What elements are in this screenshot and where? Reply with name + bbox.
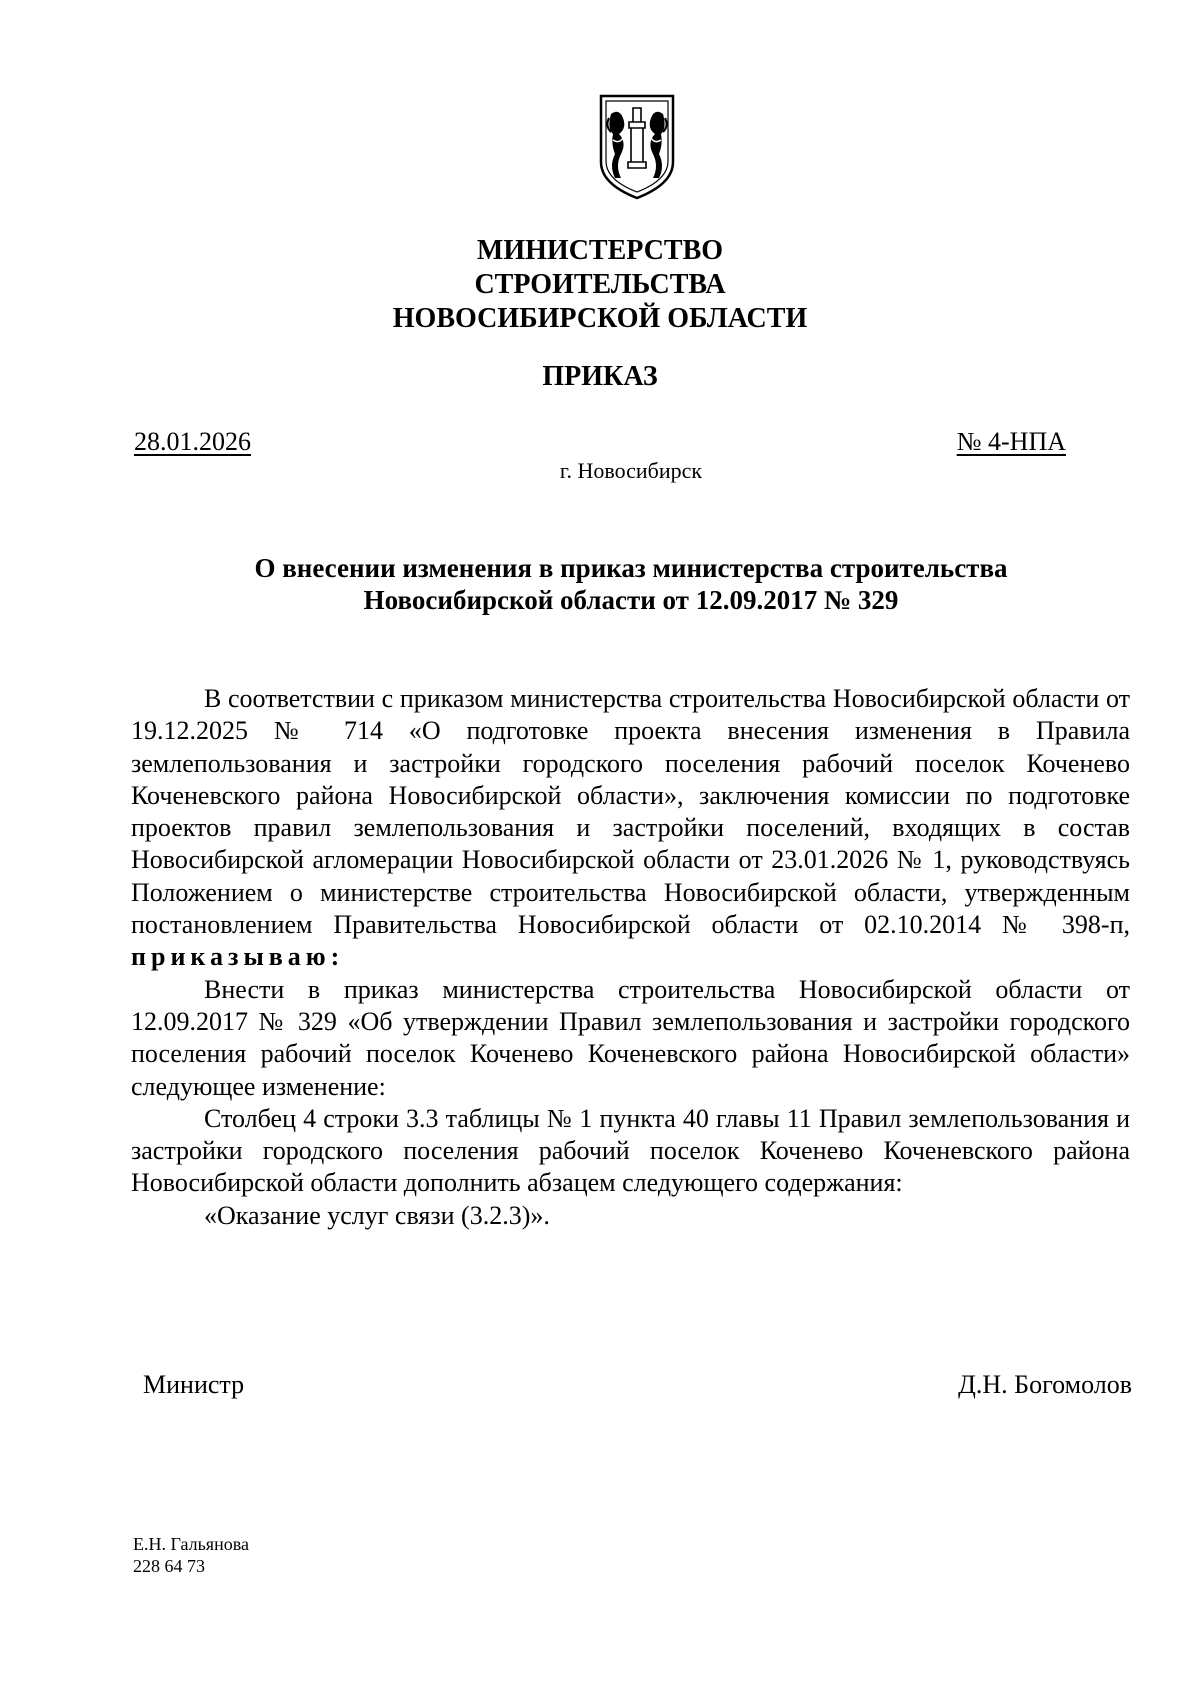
document-body <box>131 683 1130 1232</box>
document-city: г. Новосибирск <box>559 458 703 483</box>
coat-of-arms-icon <box>589 92 685 202</box>
ministry-name-line: НОВОСИБИРСКОЙ ОБЛАСТИ <box>392 303 808 334</box>
executor-name: Е.Н. Гальянова <box>133 1534 249 1554</box>
executor-info <box>133 1533 249 1577</box>
document-type: ПРИКАЗ <box>542 361 658 392</box>
ministry-name-line: МИНИСТЕРСТВО <box>476 235 724 266</box>
title-line: О внесении изменения в приказ министерства строительства <box>254 553 1008 583</box>
paragraph-text: В соответствии с приказом министерства строительства Новосибирской области от 19.12.2025 № 714 «О подготовке проекта внесения изменения в Правила землепользования и застройки городского поселения рабочий поселок Коченево Коченевского района Новосибирской области», заключения комиссии по подготовке проектов правил землепользования и застройки поселений, входящих в состав Новосибирской агломерации Новосибирской области от 23.01.2026 № 1, руководствуясь Положением о министерстве строительства Новосибирской области, утвержденным постановлением Правительства Новосибирской области от 02.10.2014 № 398-п, <box>131 684 1130 940</box>
signatory-name: Д.Н. Богомолов <box>958 1370 1132 1399</box>
body-paragraph: Столбец 4 строки 3.3 таблицы № 1 пункта 40 главы 11 Правил землепользования и застройки городского поселения рабочий поселок Коченево Коченевского района Новосибирской области дополнить абзацем следующего содержания: <box>131 1103 1130 1198</box>
document-date: 28.01.2026 <box>134 427 251 456</box>
signatory-role: Министр <box>143 1370 245 1399</box>
body-paragraph <box>131 683 1130 974</box>
body-paragraph: Внести в приказ министерства строительства Новосибирской области от 12.09.2017 № 329 «Об утверждении Правил землепользования и застройки городского поселения рабочий поселок Коченево Коченевского района Новосибирской области» следующее изменение: <box>131 974 1130 1101</box>
document-title <box>0 552 1200 616</box>
order-emphasis: приказываю: <box>131 942 345 972</box>
ministry-name <box>0 234 1200 336</box>
ministry-name-line: СТРОИТЕЛЬСТВА <box>474 269 726 300</box>
title-line: Новосибирской области от 12.09.2017 № 329 <box>363 585 899 615</box>
body-paragraph: «Оказание услуг связи (3.2.3)». <box>204 1200 550 1230</box>
executor-phone: 228 64 73 <box>133 1556 205 1576</box>
document-number: № 4-НПА <box>956 427 1066 456</box>
